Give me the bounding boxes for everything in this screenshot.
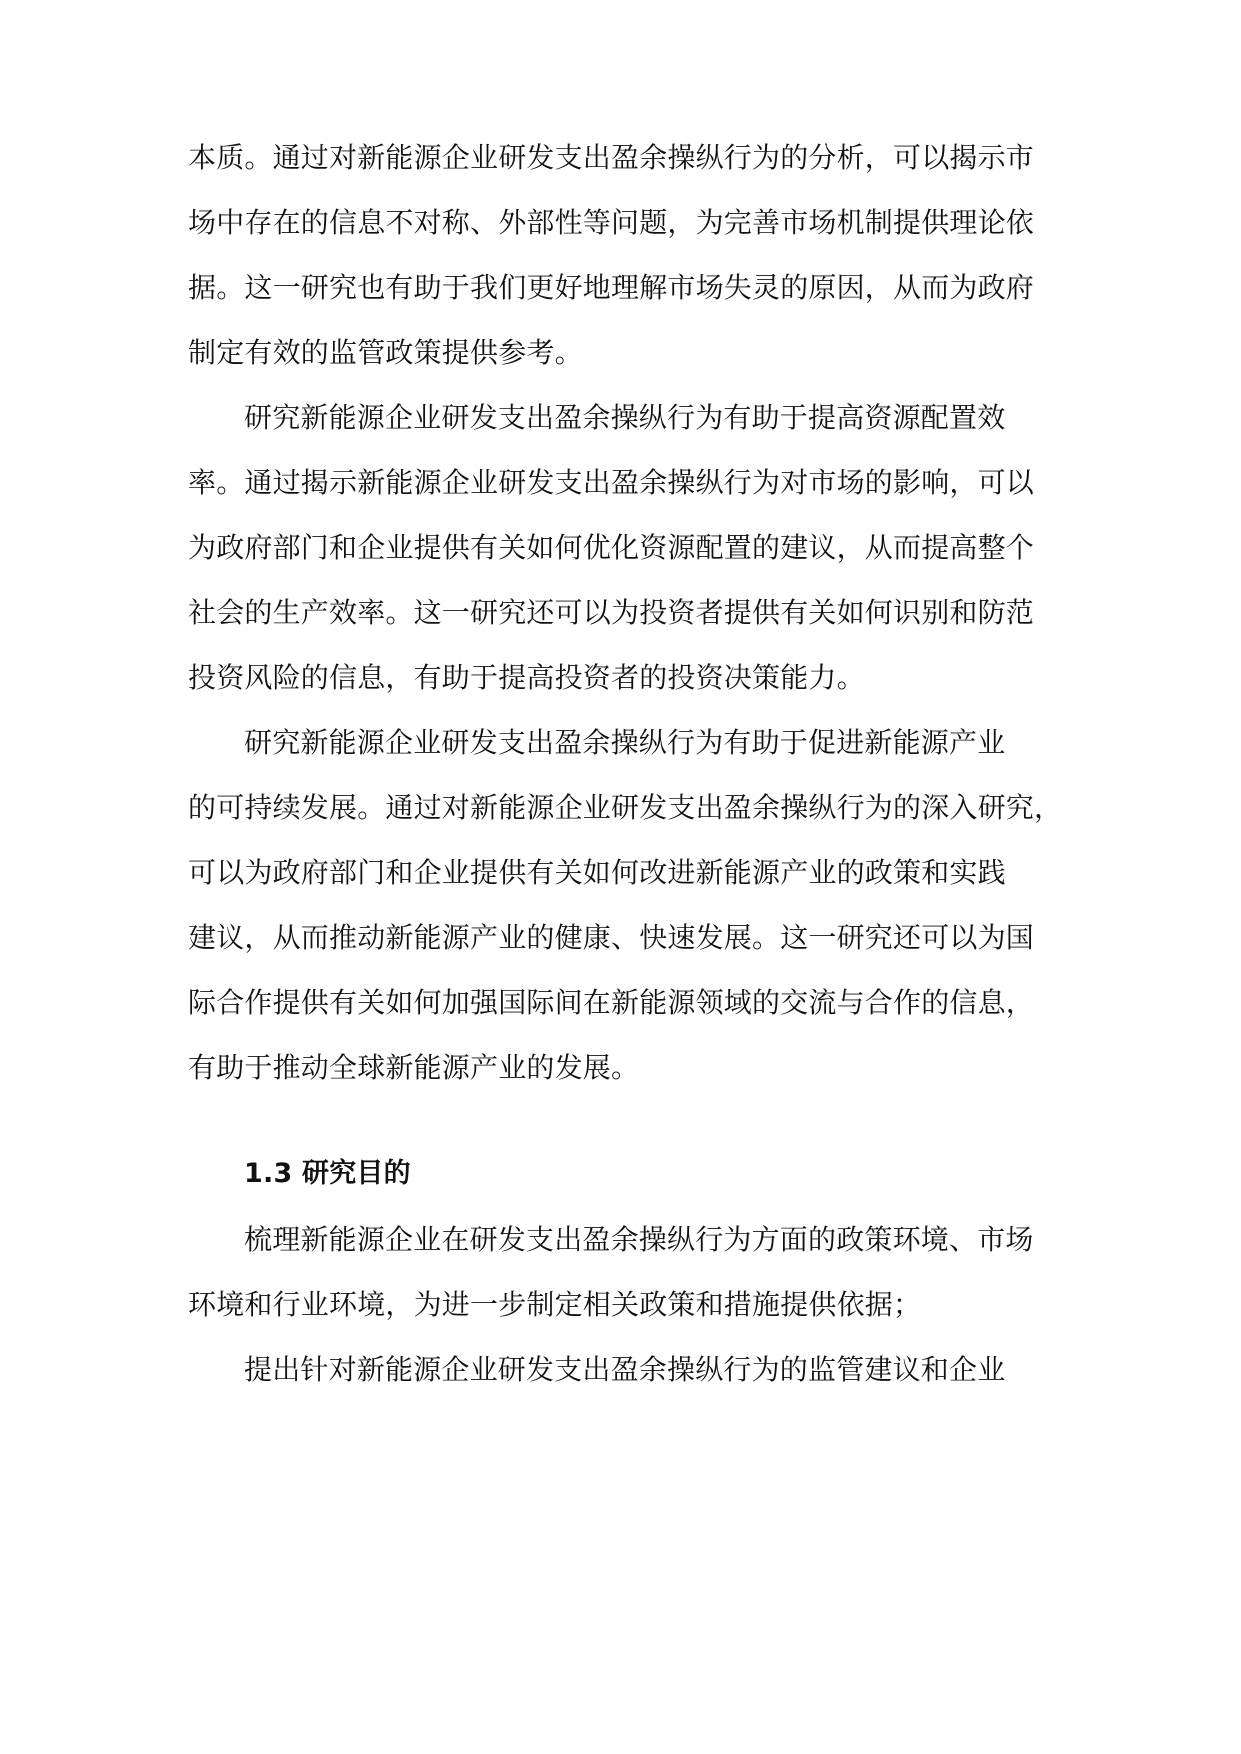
paragraph-line: 的可持续发展。通过对新能源企业研发支出盈余操纵行为的深入研究，	[188, 791, 1063, 824]
paragraph-line: 投资风险的信息，有助于提高投资者的投资决策能力。	[188, 661, 865, 694]
paragraph-line: 研究新能源企业研发支出盈余操纵行为有助于促进新能源产业	[244, 726, 1006, 759]
paragraph-line: 研究新能源企业研发支出盈余操纵行为有助于提高资源配置效	[244, 401, 1006, 434]
paragraph-line: 可以为政府部门和企业提供有关如何改进新能源产业的政策和实践	[188, 856, 1006, 889]
paragraph-line: 场中存在的信息不对称、外部性等问题，为完善市场机制提供理论依	[188, 206, 1035, 239]
paragraph-line: 为政府部门和企业提供有关如何优化资源配置的建议，从而提高整个	[188, 531, 1035, 564]
paragraph-line: 有助于推动全球新能源产业的发展。	[188, 1051, 640, 1084]
paragraph-line: 社会的生产效率。这一研究还可以为投资者提供有关如何识别和防范	[188, 596, 1035, 629]
paragraph-line: 据。这一研究也有助于我们更好地理解市场失灵的原因，从而为政府	[188, 271, 1035, 304]
paragraph-line: 环境和行业环境，为进一步制定相关政策和措施提供依据；	[188, 1288, 922, 1321]
paragraph-line: 建议，从而推动新能源产业的健康、快速发展。这一研究还可以为国	[188, 921, 1035, 954]
section-heading: 1.3 研究目的	[244, 1158, 411, 1189]
paragraph-line: 梳理新能源企业在研发支出盈余操纵行为方面的政策环境、市场	[244, 1223, 1034, 1256]
paragraph-line: 本质。通过对新能源企业研发支出盈余操纵行为的分析，可以揭示市	[188, 141, 1035, 174]
paragraph-line: 际合作提供有关如何加强国际间在新能源领域的交流与合作的信息，	[188, 986, 1035, 1019]
paragraph-line: 制定有效的监管政策提供参考。	[188, 336, 583, 369]
paragraph-line: 率。通过揭示新能源企业研发支出盈余操纵行为对市场的影响，可以	[188, 466, 1035, 499]
paragraph-line: 提出针对新能源企业研发支出盈余操纵行为的监管建议和企业	[244, 1353, 1006, 1386]
